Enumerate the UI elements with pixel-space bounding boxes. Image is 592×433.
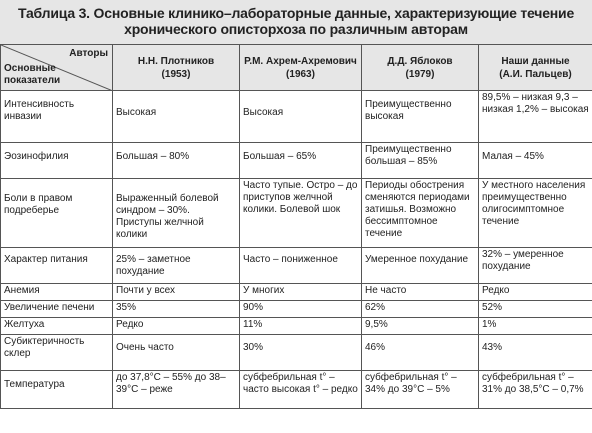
table-row [1,179,592,248]
table-cell: 43% [479,335,592,371]
table-cell: 9,5% [362,318,479,335]
table-cell: 52% [479,301,592,318]
table-cell: 11% [240,318,362,335]
table-cell: 35% [113,301,240,318]
header-col-4-year: (А.И. Пальцев) [499,68,572,80]
table-cell: У многих [240,284,362,301]
table-title-line-2: хронического описторхоза по различным авторам [124,21,468,37]
table-title-line-1: Таблица 3. Основные клинико–лабораторные данные, характеризующие течение [17,5,575,21]
table-cell: субфебрильная t° – часто высокая t° – редко [240,371,362,409]
header-col-2 [240,45,362,91]
table-cell: 90% [240,301,362,318]
header-col-3 [362,45,479,91]
header-col-2-name: Р.М. Ахрем-Ахремович [244,55,357,67]
table-row [1,318,592,335]
table-cell: Умеренное похудание [362,248,479,284]
table-cell: Преимущественно высокая [362,91,479,143]
table-cell: 46% [362,335,479,371]
table-cell: Большая – 80% [113,143,240,179]
table-cell: Высокая [240,91,362,143]
table-cell: Почти у всех [113,284,240,301]
data-table [0,44,592,409]
row-label: Температура [1,371,113,409]
header-col-2-year: (1963) [286,68,315,80]
table-cell: 30% [240,335,362,371]
table-row [1,91,592,143]
header-col-3-year: (1979) [405,68,435,80]
header-corner-cell [1,45,113,91]
table-cell: 1% [479,318,592,335]
table-cell: субфебрильная t° – 34% до 39°С – 5% [362,371,479,409]
row-label: Желтуха [1,318,113,335]
table-cell: Высокая [113,91,240,143]
table-cell: 32% – умеренное похудание [479,248,592,284]
table-cell: Преимущественно большая – 85% [362,143,479,179]
row-label: Характер питания [1,248,113,284]
row-label: Эозинофилия [1,143,113,179]
table-cell: Большая – 65% [240,143,362,179]
row-label: Интенсивность инвазии [1,91,113,143]
header-col-1-year: (1953) [161,68,191,80]
table-cell: 89,5% – низкая 9,3 – низкая 1,2% – высокая [479,91,592,143]
table-cell: 25% – заметное похудание [113,248,240,284]
table-cell: до 37,8°С – 55% до 38–39°С – реже [113,371,240,409]
row-label: Субиктеричность склер [1,335,113,371]
table-row [1,335,592,371]
table-row [1,284,592,301]
row-label: Боли в правом подреберье [1,179,113,248]
header-col-4 [479,45,592,91]
table-row [1,301,592,318]
table-cell: Часто – пониженное [240,248,362,284]
authors-label: Авторы [69,48,108,59]
table-cell: субфебрильная t° – 31% до 38,5°С – 0,7% [479,371,592,409]
table-cell: Не часто [362,284,479,301]
table-cell: Периоды обострения сменяются периодами затишья. Возможно бессимптомное течение [362,179,479,248]
table-row [1,143,592,179]
table-title [0,0,592,44]
header-col-1 [113,45,240,91]
table-row [1,371,592,409]
table-cell: У местного населения преимущественно олигосимптомное течение [479,179,592,248]
table-cell: Редко [479,284,592,301]
row-label: Анемия [1,284,113,301]
table-cell: Часто тупые. Остро – до приступов желчной колики. Болевой шок [240,179,362,248]
table-cell: Выраженный болевой синдром – 30%. Приступы желчной колики [113,179,240,248]
table-cell: Малая – 45% [479,143,592,179]
header-col-4-name: Наши данные [501,55,570,67]
table-cell: Очень часто [113,335,240,371]
header-col-1-name: Н.Н. Плотников [137,55,215,67]
header-col-3-name: Д.Д. Яблоков [387,55,453,67]
table-cell: 62% [362,301,479,318]
header-row [1,45,592,91]
table-cell: Редко [113,318,240,335]
table-row [1,248,592,284]
params-label: Основные показатели [4,63,61,86]
row-label: Увеличение печени [1,301,113,318]
